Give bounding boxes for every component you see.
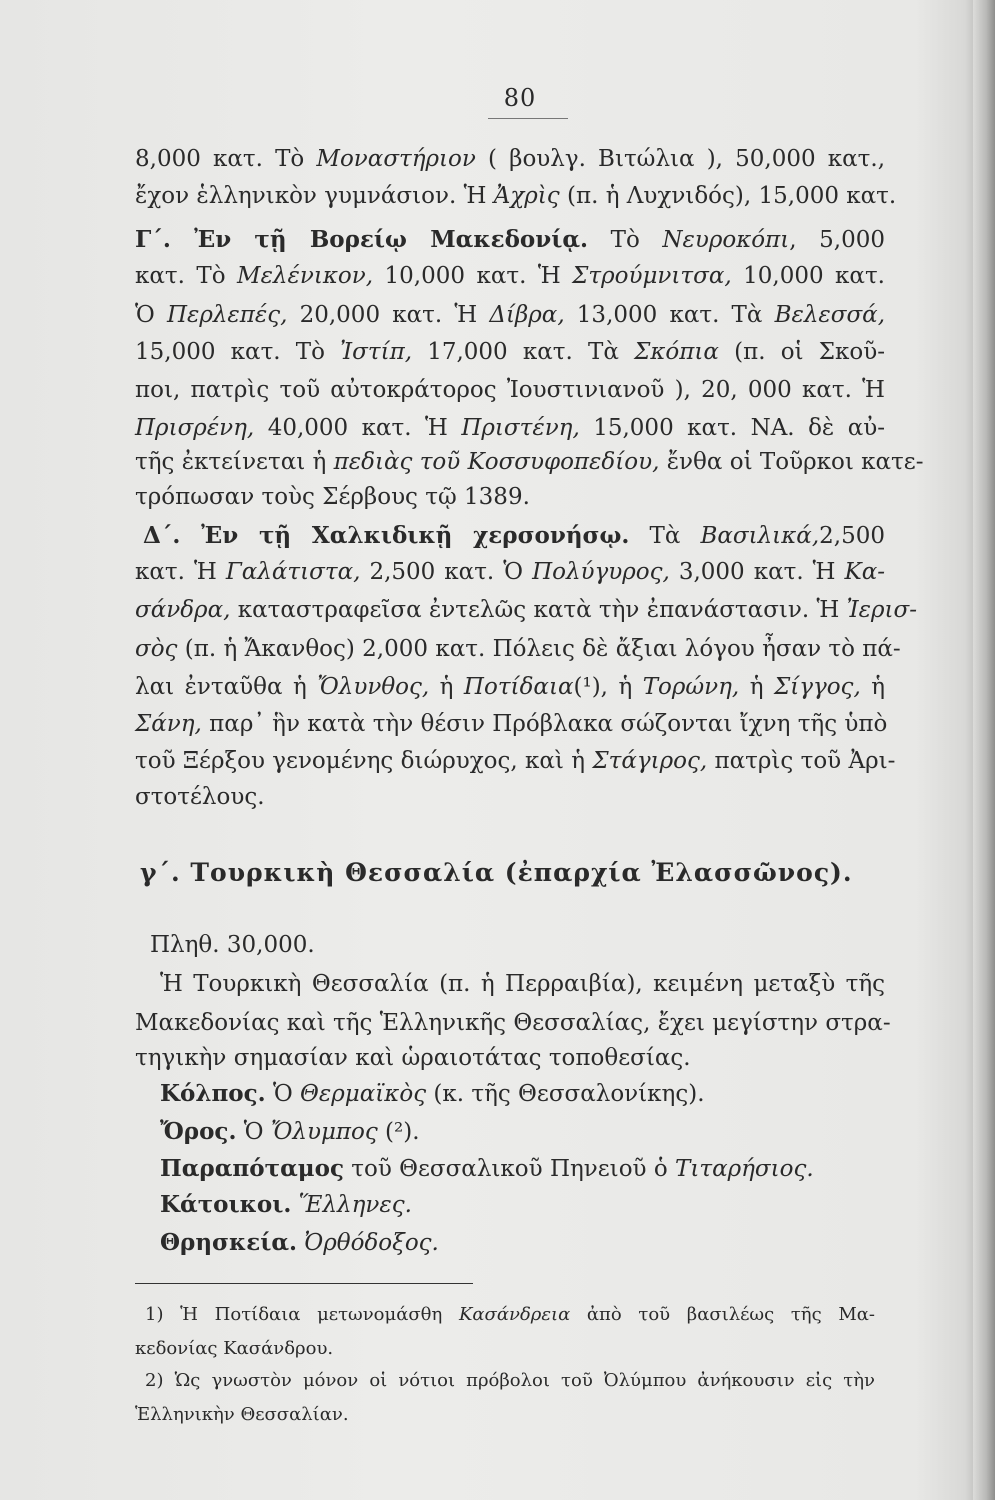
footnote-1-cont: κεδονίας Κασάνδρου.: [135, 1338, 334, 1359]
text-line: 8,000 κατ. Τὸ Μοναστήριον ( βουλγ. Βιτώλια ), 50,000 κατ.,: [135, 146, 885, 172]
text-line: 15,000 κατ. Τὸ Ἰστίπ, 17,000 κατ. Τὰ Σκόπια (π. οἱ Σκοῦ-: [135, 339, 885, 365]
fact-religion: Θρησκεία. Ὀρθόδοξος.: [160, 1229, 439, 1256]
footnote-1: 1) Ἡ Ποτίδαια μετωνομάσθη Κασάνδρεια ἀπὸ τοῦ βασιλέως τῆς Μα-: [145, 1304, 875, 1325]
text-line: τῆς ἐκτείνεται ἡ πεδιὰς τοῦ Κοσσυφοπεδίου, ἔνθα οἱ Τοῦρκοι κατε-: [135, 449, 924, 475]
page-number-rule: [488, 118, 568, 119]
footnote-2-cont: Ἑλληνικὴν Θεσσαλίαν.: [135, 1404, 349, 1425]
fact-mountain: Ὄρος. Ὁ Ὄλυμπος (²).: [160, 1118, 420, 1145]
text-line: Σάνη, παρ᾽ ἣν κατὰ τὴν θέσιν Πρόβλακα σώζονται ἴχνη τῆς ὑπὸ: [135, 711, 888, 737]
description-line: Ἡ Τουρκικὴ Θεσσαλία (π. ἡ Περραιβία), κειμένη μεταξὺ τῆς: [160, 971, 885, 997]
fact-gulf: Κόλπος. Ὁ Θερμαϊκὸς (κ. τῆς Θεσσαλονίκης).: [160, 1080, 705, 1107]
section-title: γ΄. Τουρκικὴ Θεσσαλία (ἐπαρχία Ἐλασσῶνος).: [140, 858, 853, 887]
text-line: σάνδρα, καταστραφεῖσα ἐντελῶς κατὰ τὴν ἐπανάστασιν. Ἡ Ἰερισ-: [135, 597, 917, 623]
text-line: ἔχον ἑλληνικὸν γυμνάσιον. Ἡ Ἀχρὶς (π. ἡ Λυχνιδός), 15,000 κατ.: [135, 183, 897, 209]
text-line: Ὁ Περλεπές, 20,000 κατ. Ἡ Δίβρα, 13,000 κατ. Τὰ Βελεσσά,: [135, 302, 886, 328]
page-number: 80: [503, 84, 537, 112]
text-line: Πρισρένη, 40,000 κατ. Ἡ Πριστένη, 15,000 κατ. ΝΑ. δὲ αὐ-: [135, 415, 886, 441]
footnote-2: 2) Ὡς γνωστὸν μόνον οἱ νότιοι πρόβολοι τοῦ Ὀλύμπου ἀνήκουσιν εἰς τὴν: [145, 1370, 875, 1391]
text-line: κατ. Ἡ Γαλάτιστα, 2,500 κατ. Ὁ Πολύγυρος, 3,000 κατ. Ἡ Κα-: [135, 559, 886, 585]
fact-river: Παραπόταμος τοῦ Θεσσαλικοῦ Πηνειοῦ ὁ Τιταρήσιος.: [160, 1155, 814, 1182]
section-heading-line: Γ΄. Ἐν τῇ Βορείῳ Μακεδονίᾳ. Τὸ Νευροκόπι, 5,000: [135, 226, 885, 253]
text-line: κατ. Τὸ Μελένικον, 10,000 κατ. Ἡ Στρούμνιτσα, 10,000 κατ.: [135, 263, 885, 289]
footnote-rule: [135, 1283, 473, 1284]
text-line: τρόπωσαν τοὺς Σέρβους τῷ 1389.: [135, 484, 530, 510]
population-line: Πληθ. 30,000.: [150, 932, 315, 958]
description-line: τηγικὴν σημασίαν καὶ ὡραιοτάτας τοποθεσίας.: [135, 1045, 691, 1071]
text-line: ποι, πατρὶς τοῦ αὐτοκράτορος Ἰουστινιανοῦ ), 20, 000 κατ. Ἡ: [135, 377, 885, 403]
fact-inhabitants: Κάτοικοι. Ἕλληνες.: [160, 1191, 412, 1218]
text-line: σὸς (π. ἡ Ἄκανθος) 2,000 κατ. Πόλεις δὲ ἄξιαι λόγου ἦσαν τὸ πά-: [135, 636, 901, 662]
text-line: τοῦ Ξέρξου γενομένης διώρυχος, καὶ ἡ Στάγιρος, πατρὶς τοῦ Ἀρι-: [135, 748, 896, 774]
description-line: Μακεδονίας καὶ τῆς Ἑλληνικῆς Θεσσαλίας, ἔχει μεγίστην στρα-: [135, 1010, 891, 1036]
section-heading-line: Δ΄. Ἐν τῇ Χαλκιδικῇ χερσονήσῳ. Τὰ Βασιλικά,2,500: [143, 522, 885, 549]
text-line: λαι ἐνταῦθα ἡ Ὄλυνθος, ἡ Ποτίδαια(¹), ἡ Τορώνη, ἡ Σίγγος, ἡ: [135, 674, 885, 700]
page-edge-shadow: [973, 0, 995, 1500]
text-line: στοτέλους.: [135, 784, 265, 810]
